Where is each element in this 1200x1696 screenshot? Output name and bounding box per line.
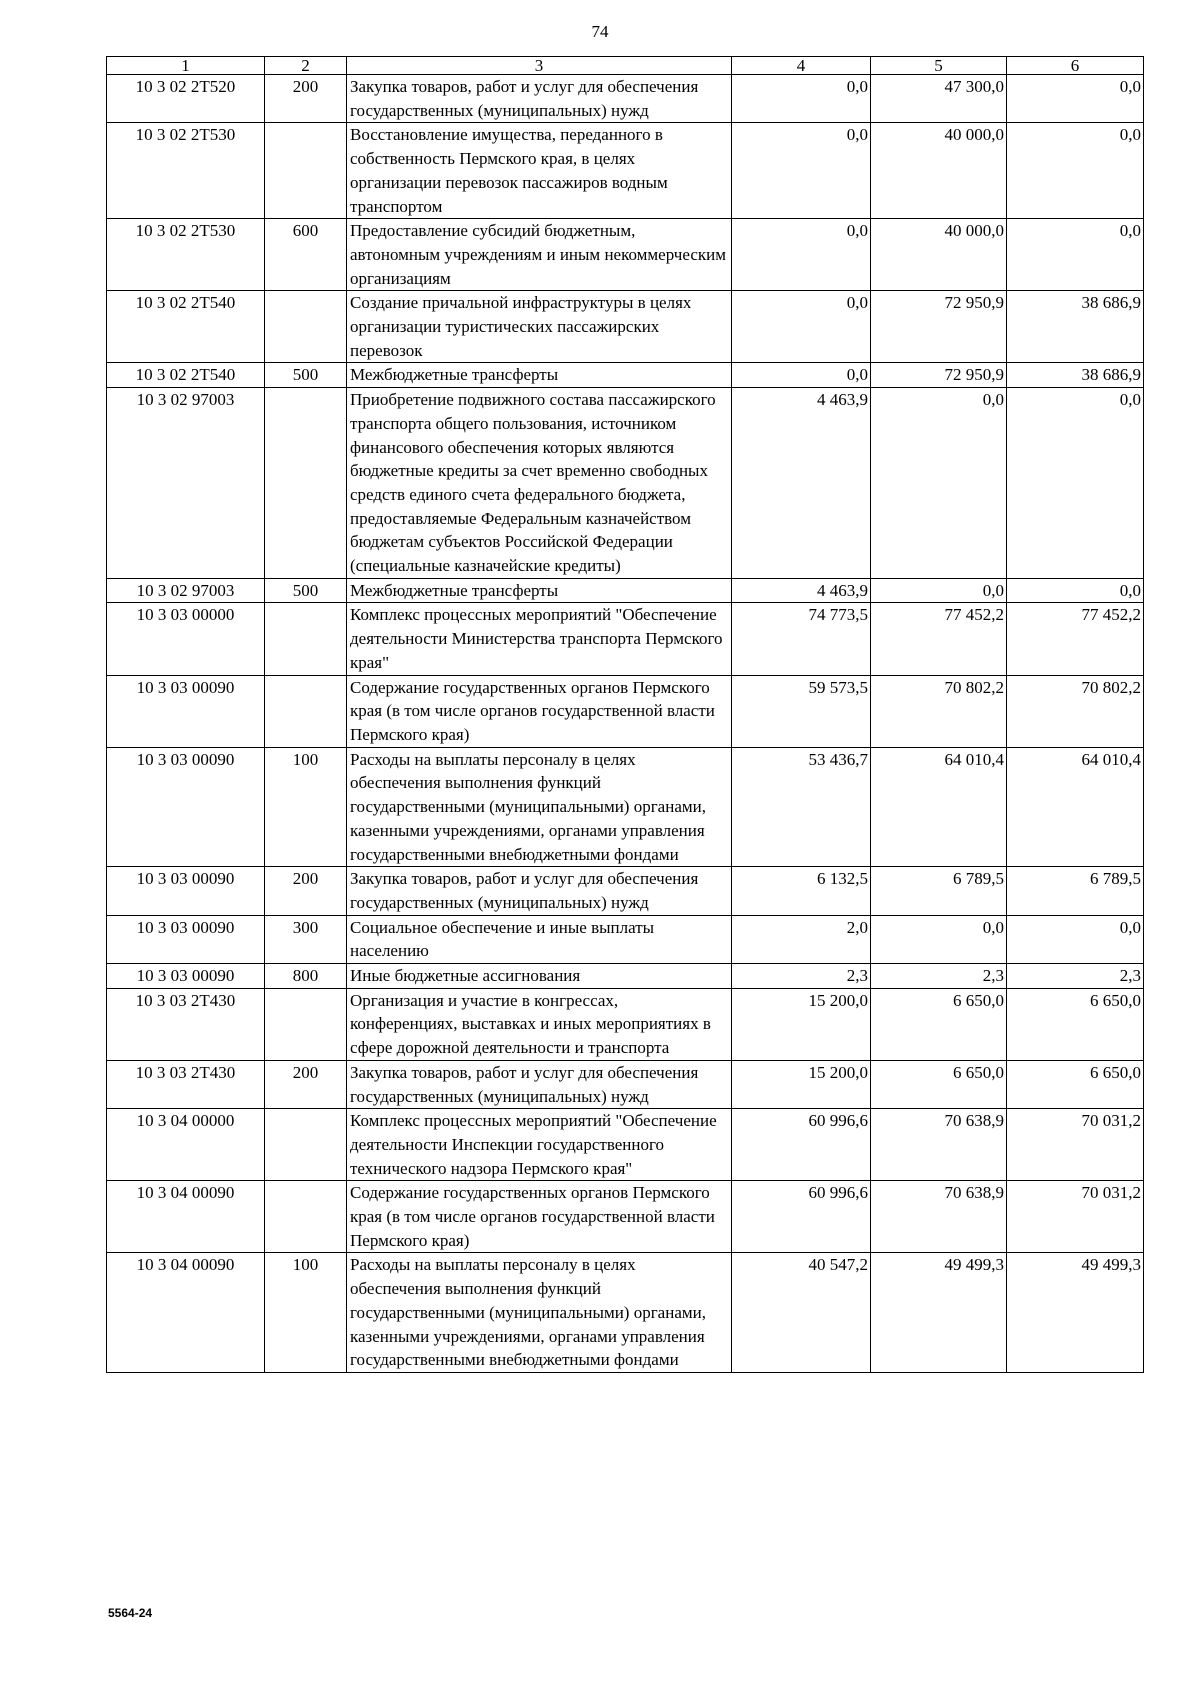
row-value-col5: 6 789,5 — [871, 867, 1007, 915]
row-expense-type: 100 — [265, 1253, 347, 1373]
row-value-col4: 0,0 — [732, 75, 871, 123]
table-row — [107, 675, 1144, 747]
row-name: Содержание государственных органов Пермского края (в том числе органов государственной власти Пермского края) — [347, 1181, 732, 1253]
row-value-col6: 0,0 — [1007, 915, 1144, 963]
row-code: 10 3 02 2Т540 — [107, 363, 265, 388]
row-value-col5: 72 950,9 — [871, 363, 1007, 388]
table-row — [107, 291, 1144, 363]
row-expense-type — [265, 1181, 347, 1253]
row-expense-type — [265, 988, 347, 1060]
row-expense-type — [265, 1109, 347, 1181]
header-col-2: 2 — [265, 57, 347, 75]
row-expense-type: 200 — [265, 75, 347, 123]
row-value-col6: 38 686,9 — [1007, 291, 1144, 363]
row-name: Межбюджетные трансферты — [347, 363, 732, 388]
table-row — [107, 988, 1144, 1060]
row-value-col6: 38 686,9 — [1007, 363, 1144, 388]
row-name: Закупка товаров, работ и услуг для обеспечения государственных (муниципальных) нужд — [347, 75, 732, 123]
document-number: 5564-24 — [108, 1606, 153, 1620]
table-row — [107, 867, 1144, 915]
row-code: 10 3 03 00000 — [107, 603, 265, 675]
row-code: 10 3 04 00090 — [107, 1253, 265, 1373]
row-code: 10 3 03 00090 — [107, 867, 265, 915]
row-code: 10 3 02 2Т540 — [107, 291, 265, 363]
row-value-col4: 60 996,6 — [732, 1109, 871, 1181]
row-value-col6: 70 031,2 — [1007, 1181, 1144, 1253]
page-number: 74 — [591, 22, 609, 41]
header-col-1: 1 — [107, 57, 265, 75]
row-expense-type: 500 — [265, 578, 347, 603]
row-expense-type: 100 — [265, 747, 347, 867]
table-row — [107, 363, 1144, 388]
header-row — [107, 57, 1144, 75]
row-value-col4: 15 200,0 — [732, 988, 871, 1060]
row-expense-type — [265, 675, 347, 747]
row-value-col4: 0,0 — [732, 123, 871, 219]
table-row — [107, 219, 1144, 291]
row-code: 10 3 03 2Т430 — [107, 1060, 265, 1108]
row-expense-type: 800 — [265, 964, 347, 989]
row-expense-type: 200 — [265, 867, 347, 915]
row-value-col5: 6 650,0 — [871, 1060, 1007, 1108]
row-value-col4: 4 463,9 — [732, 578, 871, 603]
row-name: Социальное обеспечение и иные выплаты населению — [347, 915, 732, 963]
row-value-col5: 64 010,4 — [871, 747, 1007, 867]
row-value-col6: 70 031,2 — [1007, 1109, 1144, 1181]
row-name: Создание причальной инфраструктуры в целях организации туристических пассажирских перевозок — [347, 291, 732, 363]
row-code: 10 3 03 00090 — [107, 915, 265, 963]
row-value-col5: 70 802,2 — [871, 675, 1007, 747]
row-code: 10 3 02 2Т520 — [107, 75, 265, 123]
row-name: Комплекс процессных мероприятий "Обеспечение деятельности Министерства транспорта Пермского края" — [347, 603, 732, 675]
row-value-col4: 4 463,9 — [732, 388, 871, 579]
row-value-col6: 77 452,2 — [1007, 603, 1144, 675]
row-value-col6: 6 789,5 — [1007, 867, 1144, 915]
table-row — [107, 1060, 1144, 1108]
table-row — [107, 1109, 1144, 1181]
row-code: 10 3 02 2Т530 — [107, 123, 265, 219]
row-value-col6: 0,0 — [1007, 75, 1144, 123]
row-name: Приобретение подвижного состава пассажирского транспорта общего пользования, источником финансового обеспечения которых являются бюджетные кредиты за счет временно свободных средств единого счета федерального бюджета, предоставляемые Федеральным казначейством бюджетам субъектов Российской Федерации (специальные казначейские кредиты) — [347, 388, 732, 579]
row-value-col4: 2,0 — [732, 915, 871, 963]
row-value-col4: 53 436,7 — [732, 747, 871, 867]
row-value-col6: 0,0 — [1007, 578, 1144, 603]
row-value-col4: 40 547,2 — [732, 1253, 871, 1373]
row-expense-type — [265, 603, 347, 675]
row-code: 10 3 03 00090 — [107, 675, 265, 747]
row-expense-type: 500 — [265, 363, 347, 388]
row-value-col6: 6 650,0 — [1007, 988, 1144, 1060]
row-expense-type — [265, 388, 347, 579]
row-name: Расходы на выплаты персоналу в целях обеспечения выполнения функций государственными (муниципальными) органами, казенными учреждениями, органами управления государственными внебюджетными фондами — [347, 1253, 732, 1373]
table-row — [107, 123, 1144, 219]
row-value-col4: 60 996,6 — [732, 1181, 871, 1253]
row-expense-type — [265, 291, 347, 363]
row-value-col5: 40 000,0 — [871, 123, 1007, 219]
row-code: 10 3 03 2Т430 — [107, 988, 265, 1060]
row-value-col5: 70 638,9 — [871, 1181, 1007, 1253]
table-row — [107, 1181, 1144, 1253]
row-name: Иные бюджетные ассигнования — [347, 964, 732, 989]
row-value-col5: 77 452,2 — [871, 603, 1007, 675]
row-name: Расходы на выплаты персоналу в целях обеспечения выполнения функций государственными (муниципальными) органами, казенными учреждениями, органами управления государственными внебюджетными фондами — [347, 747, 732, 867]
row-value-col5: 40 000,0 — [871, 219, 1007, 291]
row-value-col5: 2,3 — [871, 964, 1007, 989]
row-expense-type: 300 — [265, 915, 347, 963]
row-value-col4: 15 200,0 — [732, 1060, 871, 1108]
table-row — [107, 75, 1144, 123]
row-value-col6: 0,0 — [1007, 123, 1144, 219]
row-expense-type: 200 — [265, 1060, 347, 1108]
row-value-col4: 74 773,5 — [732, 603, 871, 675]
table-row — [107, 915, 1144, 963]
table-row — [107, 747, 1144, 867]
row-code: 10 3 04 00090 — [107, 1181, 265, 1253]
row-value-col6: 64 010,4 — [1007, 747, 1144, 867]
row-value-col4: 59 573,5 — [732, 675, 871, 747]
row-value-col6: 0,0 — [1007, 388, 1144, 579]
row-value-col4: 0,0 — [732, 363, 871, 388]
table-row — [107, 964, 1144, 989]
header-col-5: 5 — [871, 57, 1007, 75]
row-value-col5: 47 300,0 — [871, 75, 1007, 123]
row-value-col5: 0,0 — [871, 915, 1007, 963]
table-row — [107, 1253, 1144, 1373]
row-value-col5: 0,0 — [871, 388, 1007, 579]
row-value-col4: 2,3 — [732, 964, 871, 989]
header-col-4: 4 — [732, 57, 871, 75]
row-name: Предоставление субсидий бюджетным, автономным учреждениям и иным некоммерческим организациям — [347, 219, 732, 291]
row-name: Закупка товаров, работ и услуг для обеспечения государственных (муниципальных) нужд — [347, 867, 732, 915]
row-code: 10 3 02 2Т530 — [107, 219, 265, 291]
table-row — [107, 388, 1144, 579]
row-name: Межбюджетные трансферты — [347, 578, 732, 603]
row-name: Содержание государственных органов Пермского края (в том числе органов государственной власти Пермского края) — [347, 675, 732, 747]
row-expense-type — [265, 123, 347, 219]
row-code: 10 3 02 97003 — [107, 388, 265, 579]
row-value-col6: 49 499,3 — [1007, 1253, 1144, 1373]
row-value-col5: 70 638,9 — [871, 1109, 1007, 1181]
row-value-col5: 72 950,9 — [871, 291, 1007, 363]
header-col-6: 6 — [1007, 57, 1144, 75]
table-row — [107, 578, 1144, 603]
row-value-col5: 0,0 — [871, 578, 1007, 603]
row-code: 10 3 03 00090 — [107, 964, 265, 989]
row-value-col6: 0,0 — [1007, 219, 1144, 291]
row-code: 10 3 02 97003 — [107, 578, 265, 603]
row-name: Организация и участие в конгрессах, конференциях, выставках и иных мероприятиях в сфере дорожной деятельности и транспорта — [347, 988, 732, 1060]
row-value-col4: 0,0 — [732, 291, 871, 363]
row-code: 10 3 04 00000 — [107, 1109, 265, 1181]
row-name: Закупка товаров, работ и услуг для обеспечения государственных (муниципальных) нужд — [347, 1060, 732, 1108]
row-value-col4: 6 132,5 — [732, 867, 871, 915]
table-row — [107, 603, 1144, 675]
row-value-col4: 0,0 — [732, 219, 871, 291]
row-value-col6: 2,3 — [1007, 964, 1144, 989]
row-value-col6: 70 802,2 — [1007, 675, 1144, 747]
budget-table — [106, 56, 1144, 1373]
row-code: 10 3 03 00090 — [107, 747, 265, 867]
row-value-col5: 6 650,0 — [871, 988, 1007, 1060]
row-expense-type: 600 — [265, 219, 347, 291]
header-col-3: 3 — [347, 57, 732, 75]
row-name: Восстановление имущества, переданного в собственность Пермского края, в целях организации перевозок пассажиров водным транспортом — [347, 123, 732, 219]
row-value-col5: 49 499,3 — [871, 1253, 1007, 1373]
row-name: Комплекс процессных мероприятий "Обеспечение деятельности Инспекции государственного технического надзора Пермского края" — [347, 1109, 732, 1181]
row-value-col6: 6 650,0 — [1007, 1060, 1144, 1108]
